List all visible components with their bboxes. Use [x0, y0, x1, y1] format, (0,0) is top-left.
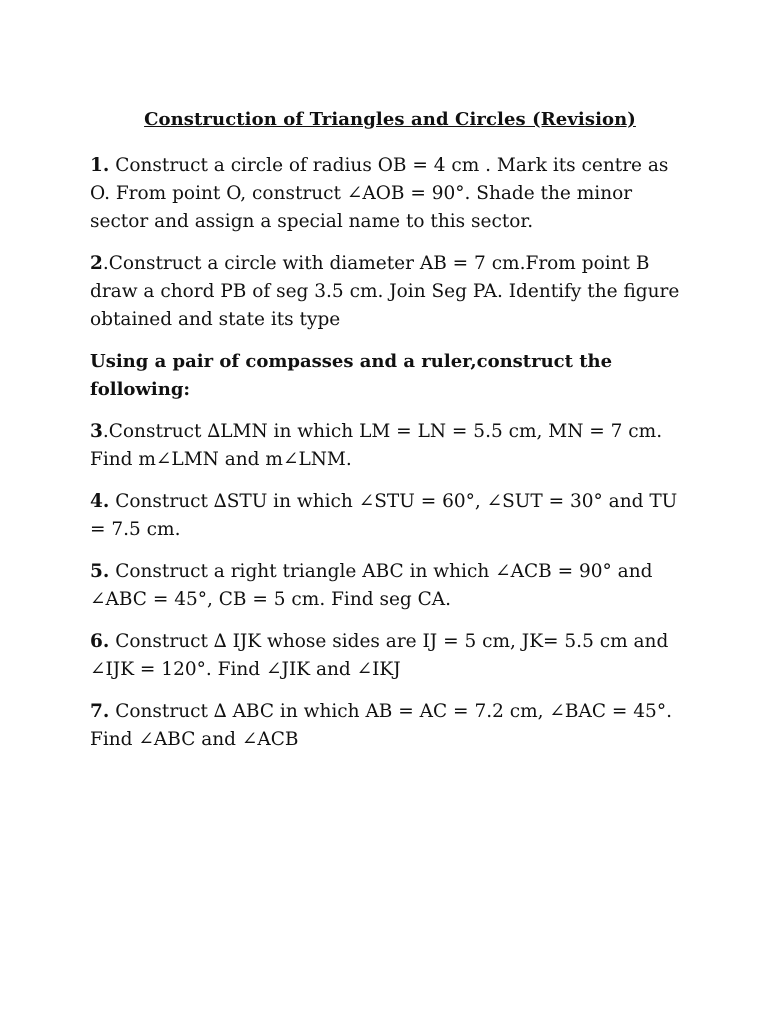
- question-1: [90, 152, 690, 236]
- question-5: [90, 558, 690, 614]
- question-text: .Construct a circle with diameter AB = 7 cm.From point B draw a chord PB of seg 3.5 cm. Join Seg PA. Identify the figure obtained and state its type: [90, 253, 680, 330]
- question-6: [90, 628, 690, 684]
- question-number: 4.: [90, 491, 110, 512]
- question-number: 1.: [90, 155, 110, 176]
- question-text: Construct ∆ IJK whose sides are IJ = 5 cm, JK= 5.5 cm and ∠IJK = 120°. Find ∠JIK and ∠IKJ: [90, 631, 669, 680]
- question-4: [90, 488, 690, 544]
- question-text: Construct ∆ ABC in which AB = AC = 7.2 cm, ∠BAC = 45°. Find ∠ABC and ∠ACB: [90, 701, 672, 750]
- question-text: Construct a right triangle ABC in which ∠ACB = 90° and ∠ABC = 45°, CB = 5 cm. Find seg CA.: [90, 561, 653, 610]
- question-number: 6.: [90, 631, 110, 652]
- question-text: .Construct ∆LMN in which LM = LN = 5.5 cm, MN = 7 cm. Find m∠LMN and m∠LNM.: [90, 421, 663, 470]
- question-7: [90, 698, 690, 754]
- question-number: 7.: [90, 701, 110, 722]
- question-number: 2: [90, 253, 103, 274]
- section-heading: Using a pair of compasses and a ruler,construct the following:: [90, 351, 613, 400]
- question-number: 3: [90, 421, 103, 442]
- question-2: [90, 250, 690, 334]
- question-text: Construct a circle of radius OB = 4 cm . Mark its centre as O. From point O, construct ∠AOB = 90°. Shade the minor sector and assign a special name to this sector.: [90, 155, 669, 232]
- document-title: Construction of Triangles and Circles (Revision): [144, 109, 636, 130]
- document-page: [90, 106, 690, 768]
- question-text: Construct ∆STU in which ∠STU = 60°, ∠SUT = 30° and TU = 7.5 cm.: [90, 491, 678, 540]
- question-3: [90, 418, 690, 474]
- question-number: 5.: [90, 561, 110, 582]
